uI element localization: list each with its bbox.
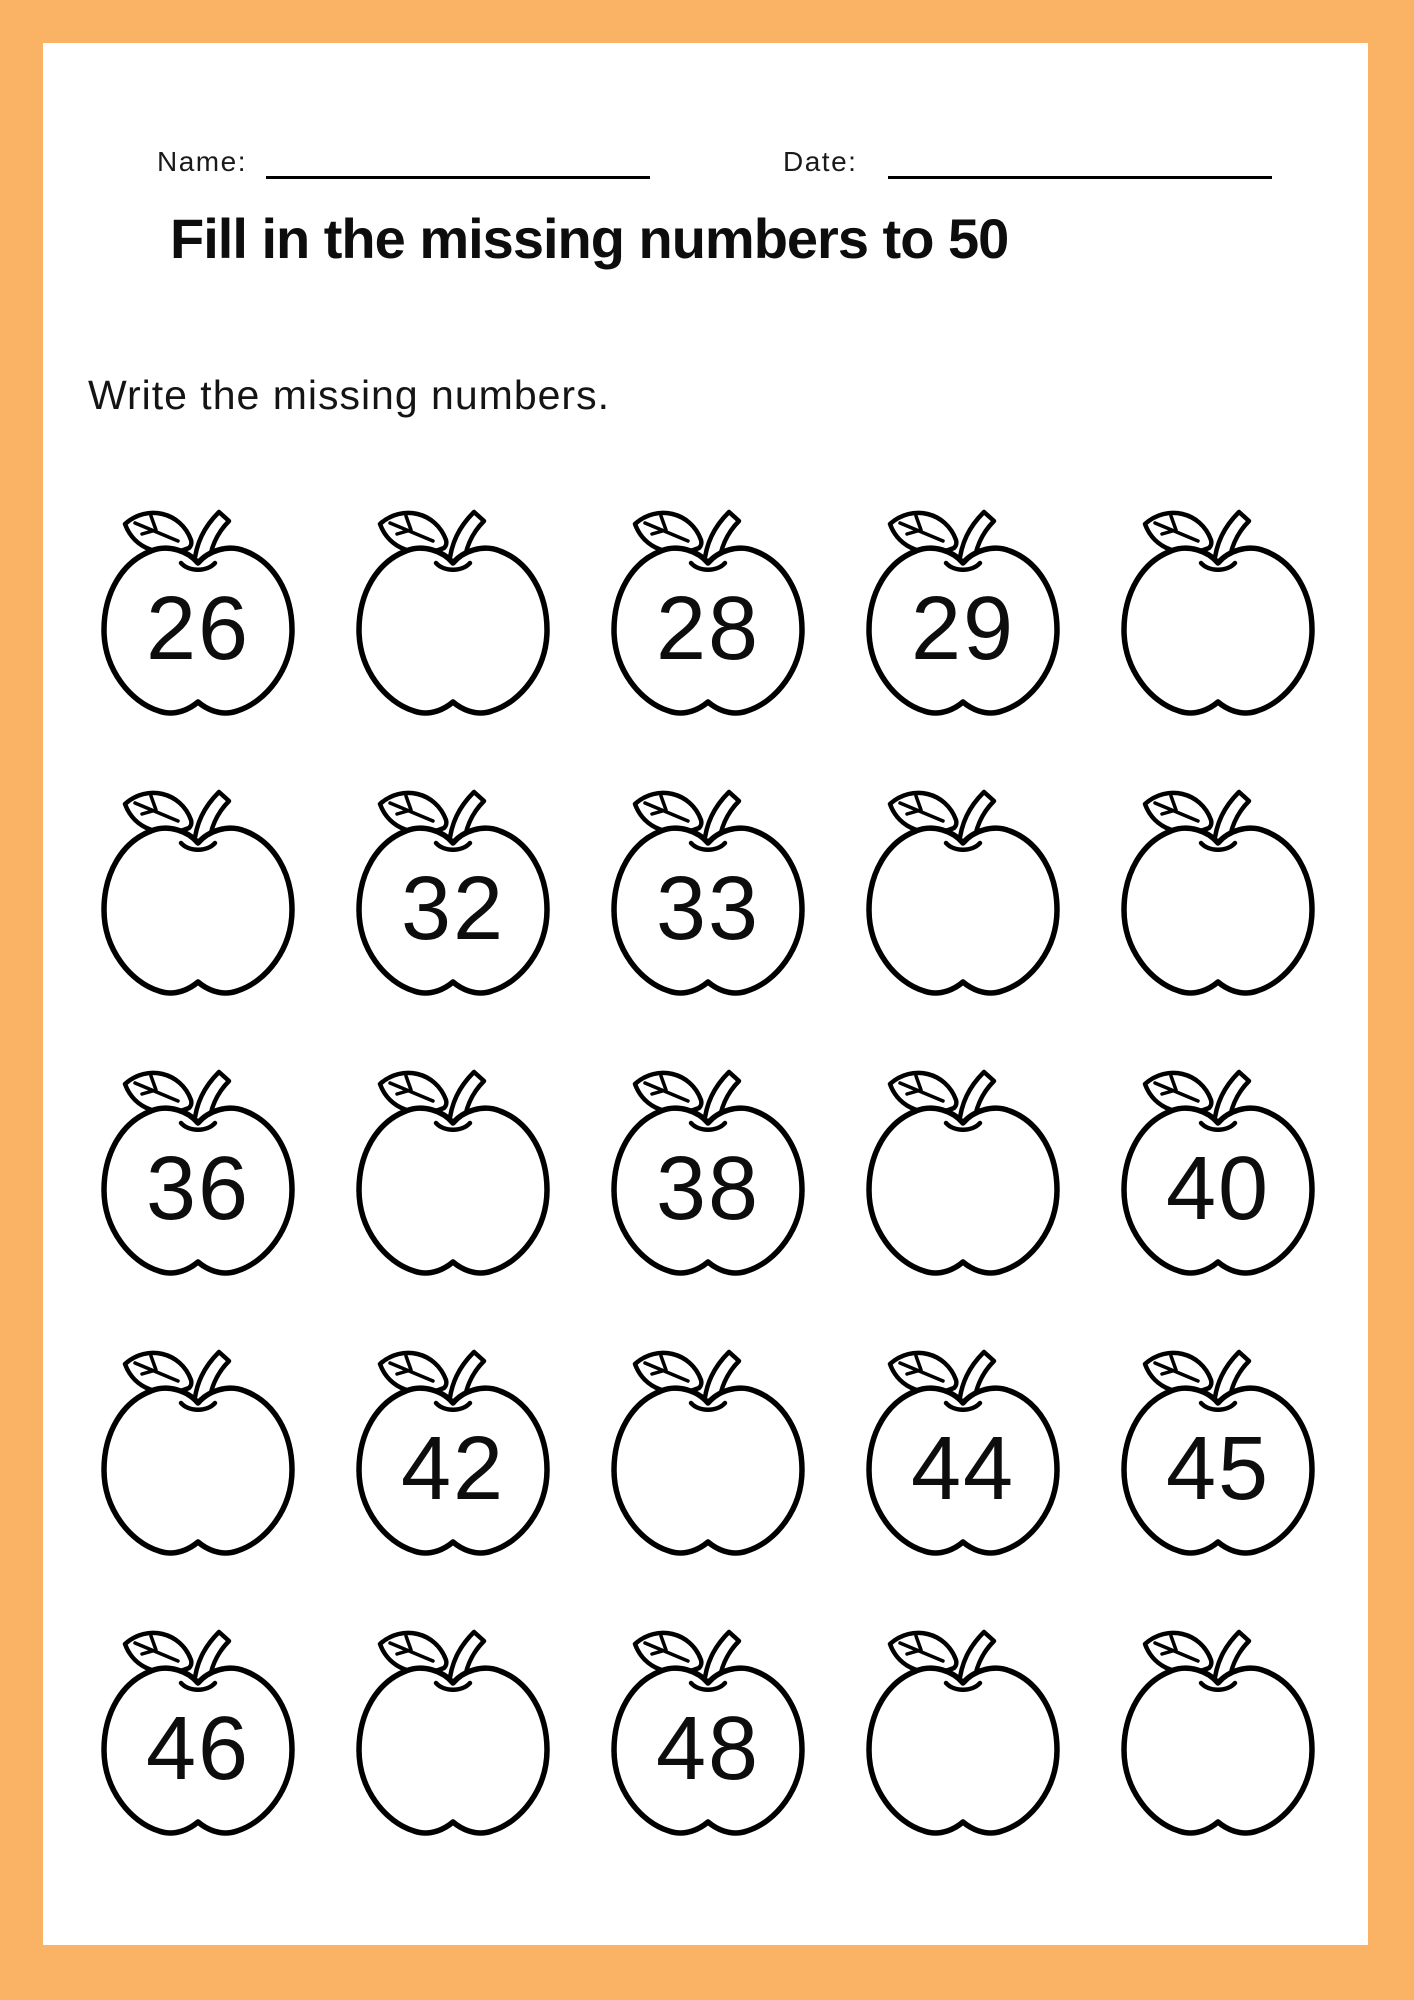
missing-number-slot[interactable] <box>598 1419 818 1519</box>
apple-cell <box>1108 1623 1328 1845</box>
missing-number-slot[interactable] <box>343 579 563 679</box>
apple-cell <box>853 503 1073 725</box>
missing-number-slot[interactable] <box>343 1699 563 1799</box>
missing-number-slot[interactable] <box>853 1699 1073 1799</box>
instruction-text: Write the missing numbers. <box>88 372 610 418</box>
apple-cell <box>88 503 308 725</box>
apple-cell <box>343 503 563 725</box>
apple-number: 44 <box>910 1418 1016 1519</box>
apple-cell <box>343 1623 563 1845</box>
apple-cell <box>598 1063 818 1285</box>
apple-number: 28 <box>655 578 761 679</box>
apple-number: 42 <box>400 1418 506 1519</box>
missing-number-slot[interactable] <box>1108 859 1328 959</box>
apple-cell <box>1108 503 1328 725</box>
apple-cell <box>853 1623 1073 1845</box>
apple-cell <box>343 1063 563 1285</box>
apple-cell <box>598 783 818 1005</box>
page-title: Fill in the missing numbers to 50 <box>170 207 1009 270</box>
name-label: Name: <box>157 146 247 177</box>
apple-cell <box>88 1623 308 1845</box>
apple-number: 45 <box>1165 1418 1271 1519</box>
apple-cell <box>853 783 1073 1005</box>
apple-cell <box>1108 1063 1328 1285</box>
missing-number-slot[interactable] <box>88 859 308 959</box>
missing-number-slot[interactable] <box>853 1139 1073 1239</box>
apple-cell <box>88 1343 308 1565</box>
missing-number-slot[interactable] <box>88 1419 308 1519</box>
apple-cell <box>343 1343 563 1565</box>
missing-number-slot[interactable] <box>343 1139 563 1239</box>
apple-cell <box>598 1623 818 1845</box>
apple-cell <box>343 783 563 1005</box>
apple-number: 29 <box>910 578 1016 679</box>
apple-cell <box>853 1343 1073 1565</box>
apple-cell <box>598 503 818 725</box>
apple-number: 48 <box>655 1698 761 1799</box>
apple-number: 26 <box>145 578 251 679</box>
apple-number: 40 <box>1165 1138 1271 1239</box>
apple-number: 38 <box>655 1138 761 1239</box>
apple-cell <box>88 783 308 1005</box>
apple-number: 33 <box>655 858 761 959</box>
apple-number: 46 <box>145 1698 251 1799</box>
apple-cell <box>1108 783 1328 1005</box>
apple-cell <box>598 1343 818 1565</box>
missing-number-slot[interactable] <box>853 859 1073 959</box>
apple-cell <box>853 1063 1073 1285</box>
apple-cell <box>1108 1343 1328 1565</box>
apple-cell <box>88 1063 308 1285</box>
missing-number-slot[interactable] <box>1108 579 1328 679</box>
apple-number: 36 <box>145 1138 251 1239</box>
apple-number: 32 <box>400 858 506 959</box>
date-label: Date: <box>783 146 858 177</box>
missing-number-slot[interactable] <box>1108 1699 1328 1799</box>
